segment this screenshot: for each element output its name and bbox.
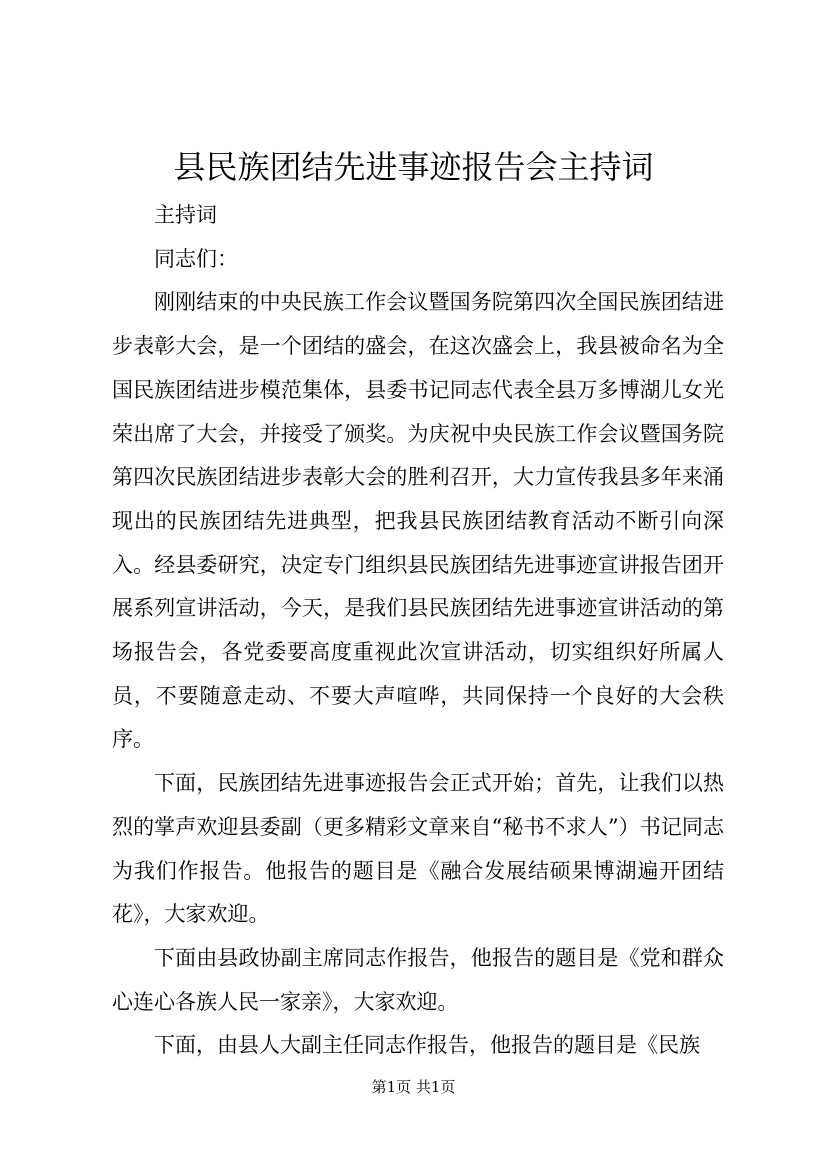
paragraph-heading: 主持词 (154, 203, 217, 227)
paragraph: 下面，由县人大副主任同志作报告，他报告的题目是《民族 (154, 1033, 700, 1058)
paragraph-salutation: 同志们： (154, 246, 238, 271)
page-number-footer: 第1页 共1页 (371, 1078, 456, 1096)
paragraph: 刚刚结束的中央民族工作会议暨国务院第四次全国民族团结进步表彰大会，是一个团结的盛会，在这次盛会上，我县被命名为全国民族团结进步模范集体，县委书记同志代表全县万多博湖儿女光荣出席了大会，并接受了颁奖。为庆祝中央民族工作会议暨国务院第四次民族团结进步表彰大会的胜利召开，大力宣传我县多年来涌现出的民族团结先进典型，把我县民族团结教育活动不断引向深入。经县委研究，决定专门组织县民族团结先进事迹宣讲报告团开展系列宣讲活动，今天，是我们县民族团结先进事迹宣讲活动的第场报告会，各党委要高度重视此次宣讲活动，切实组织好所属人员，不要随意走动、不要大声喧哗，共同保持一个良好的大会秩序。 (112, 290, 724, 752)
paragraph: 下面由县政协副主席同志作报告，他报告的题目是《党和群众心连心各族人民一家亲》，大家欢迎。 (112, 945, 724, 1014)
document-title: 县民族团结先进事迹报告会主持词 (173, 148, 654, 186)
paragraph: 下面，民族团结先进事迹报告会正式开始；首先，让我们以热烈的掌声欢迎县委副（更多精彩文章来自“秘书不求人”）书记同志为我们作报告。他报告的题目是《融合发展结硕果博湖遍开团结花》，大家欢迎。 (112, 771, 724, 927)
document-body (112, 194, 724, 1068)
